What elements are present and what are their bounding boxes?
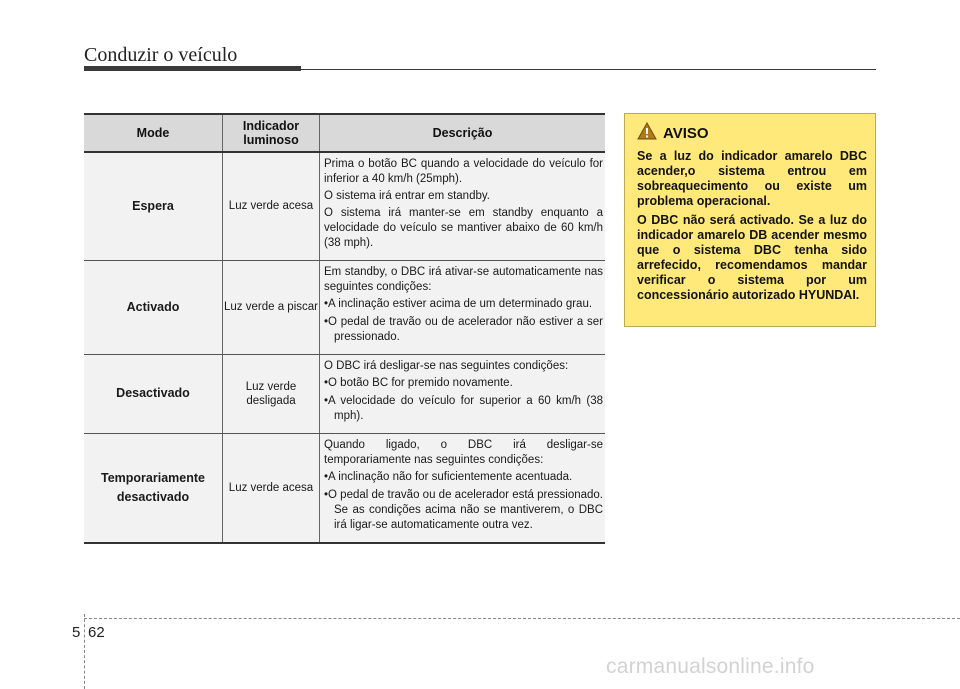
- description-bullet: • O pedal de travão ou de acelerador está pressionado. Se as condições acima não se mantiverem, o DBC irá ligar-se automaticamente outra vez.: [324, 488, 603, 533]
- table-row: [84, 433, 605, 543]
- description-paragraph: O sistema irá manter-se em standby enquanto a velocidade do veículo se mantiver abaixo de 60 km/h (38 mph).: [324, 207, 603, 250]
- warning-paragraph: O DBC não será activado. Se a luz do indicador amarelo DB acender mesmo que o sistema DBC tenha sido arrefecido, recomendamos mandar verificar o sistema por um concessionário autorizado HYUNDAI.: [637, 213, 867, 302]
- description-bullet-list: [324, 376, 603, 424]
- indicator-cell: Luz verde acesa: [223, 433, 320, 543]
- description-cell: [320, 433, 606, 543]
- description-paragraph: Prima o botão BC quando a velocidade do veículo for inferior a 40 km/h (25mph).: [324, 158, 603, 186]
- mode-cell: Espera: [84, 152, 223, 260]
- table-body: [84, 152, 605, 543]
- column-header-indicator: Indicador luminoso: [223, 114, 320, 152]
- footer-dashed-rule: [84, 618, 960, 619]
- description-paragraph: Quando ligado, o DBC irá desligar-se temporariamente nas seguintes condições:: [324, 438, 603, 466]
- description-bullet-list: [324, 470, 603, 533]
- mode-cell: Temporariamente desactivado: [84, 433, 223, 543]
- header-bar: [84, 66, 301, 71]
- description-bullet: • A inclinação não for suficientemente acentuada.: [324, 470, 603, 485]
- warning-box: [624, 113, 876, 327]
- description-cell: [320, 354, 606, 433]
- footer-dashed-divider: [84, 614, 85, 689]
- table-row: [84, 354, 605, 433]
- description-bullet: • A inclinação estiver acima de um determinado grau.: [324, 297, 603, 312]
- column-header-description: Descrição: [320, 114, 606, 152]
- description-bullet-list: [324, 297, 603, 345]
- mode-cell: Activado: [84, 260, 223, 354]
- header-rule: [301, 69, 876, 70]
- description-bullet: • O pedal de travão ou de acelerador não estiver a ser pressionado.: [324, 315, 603, 345]
- column-header-mode: Mode: [84, 114, 223, 152]
- warning-paragraph: Se a luz do indicador amarelo DBC acender,o sistema entrou em sobreaquecimento ou existe um problema operacional.: [637, 149, 867, 208]
- table-row: [84, 260, 605, 354]
- table-row: [84, 152, 605, 260]
- warning-header: [637, 122, 867, 145]
- page-header-title: Conduzir o veículo: [84, 44, 238, 66]
- indicator-cell: Luz verde a piscar: [223, 260, 320, 354]
- description-paragraph: O sistema irá entrar em standby.: [324, 190, 490, 203]
- warning-title: AVISO: [663, 125, 709, 142]
- description-cell: [320, 260, 606, 354]
- description-bullet: • A velocidade do veículo for superior a 60 km/h (38 mph).: [324, 394, 603, 424]
- dbc-modes-table: [84, 113, 605, 544]
- watermark: carmanualsonline.info: [606, 655, 815, 678]
- indicator-cell: Luz verde acesa: [223, 152, 320, 260]
- description-paragraph: O DBC irá desligar-se nas seguintes condições:: [324, 359, 569, 372]
- description-paragraph: Em standby, o DBC irá ativar-se automaticamente nas seguintes condições:: [324, 265, 603, 293]
- indicator-cell: Luz verde desligada: [223, 354, 320, 433]
- mode-cell: Desactivado: [84, 354, 223, 433]
- section-number: 5: [72, 624, 81, 641]
- warning-text: [637, 149, 867, 303]
- page-number: 62: [88, 624, 105, 641]
- description-cell: [320, 152, 606, 260]
- warning-triangle-icon: [637, 122, 657, 145]
- description-bullet: • O botão BC for premido novamente.: [324, 376, 603, 391]
- table-header-row: [84, 114, 605, 152]
